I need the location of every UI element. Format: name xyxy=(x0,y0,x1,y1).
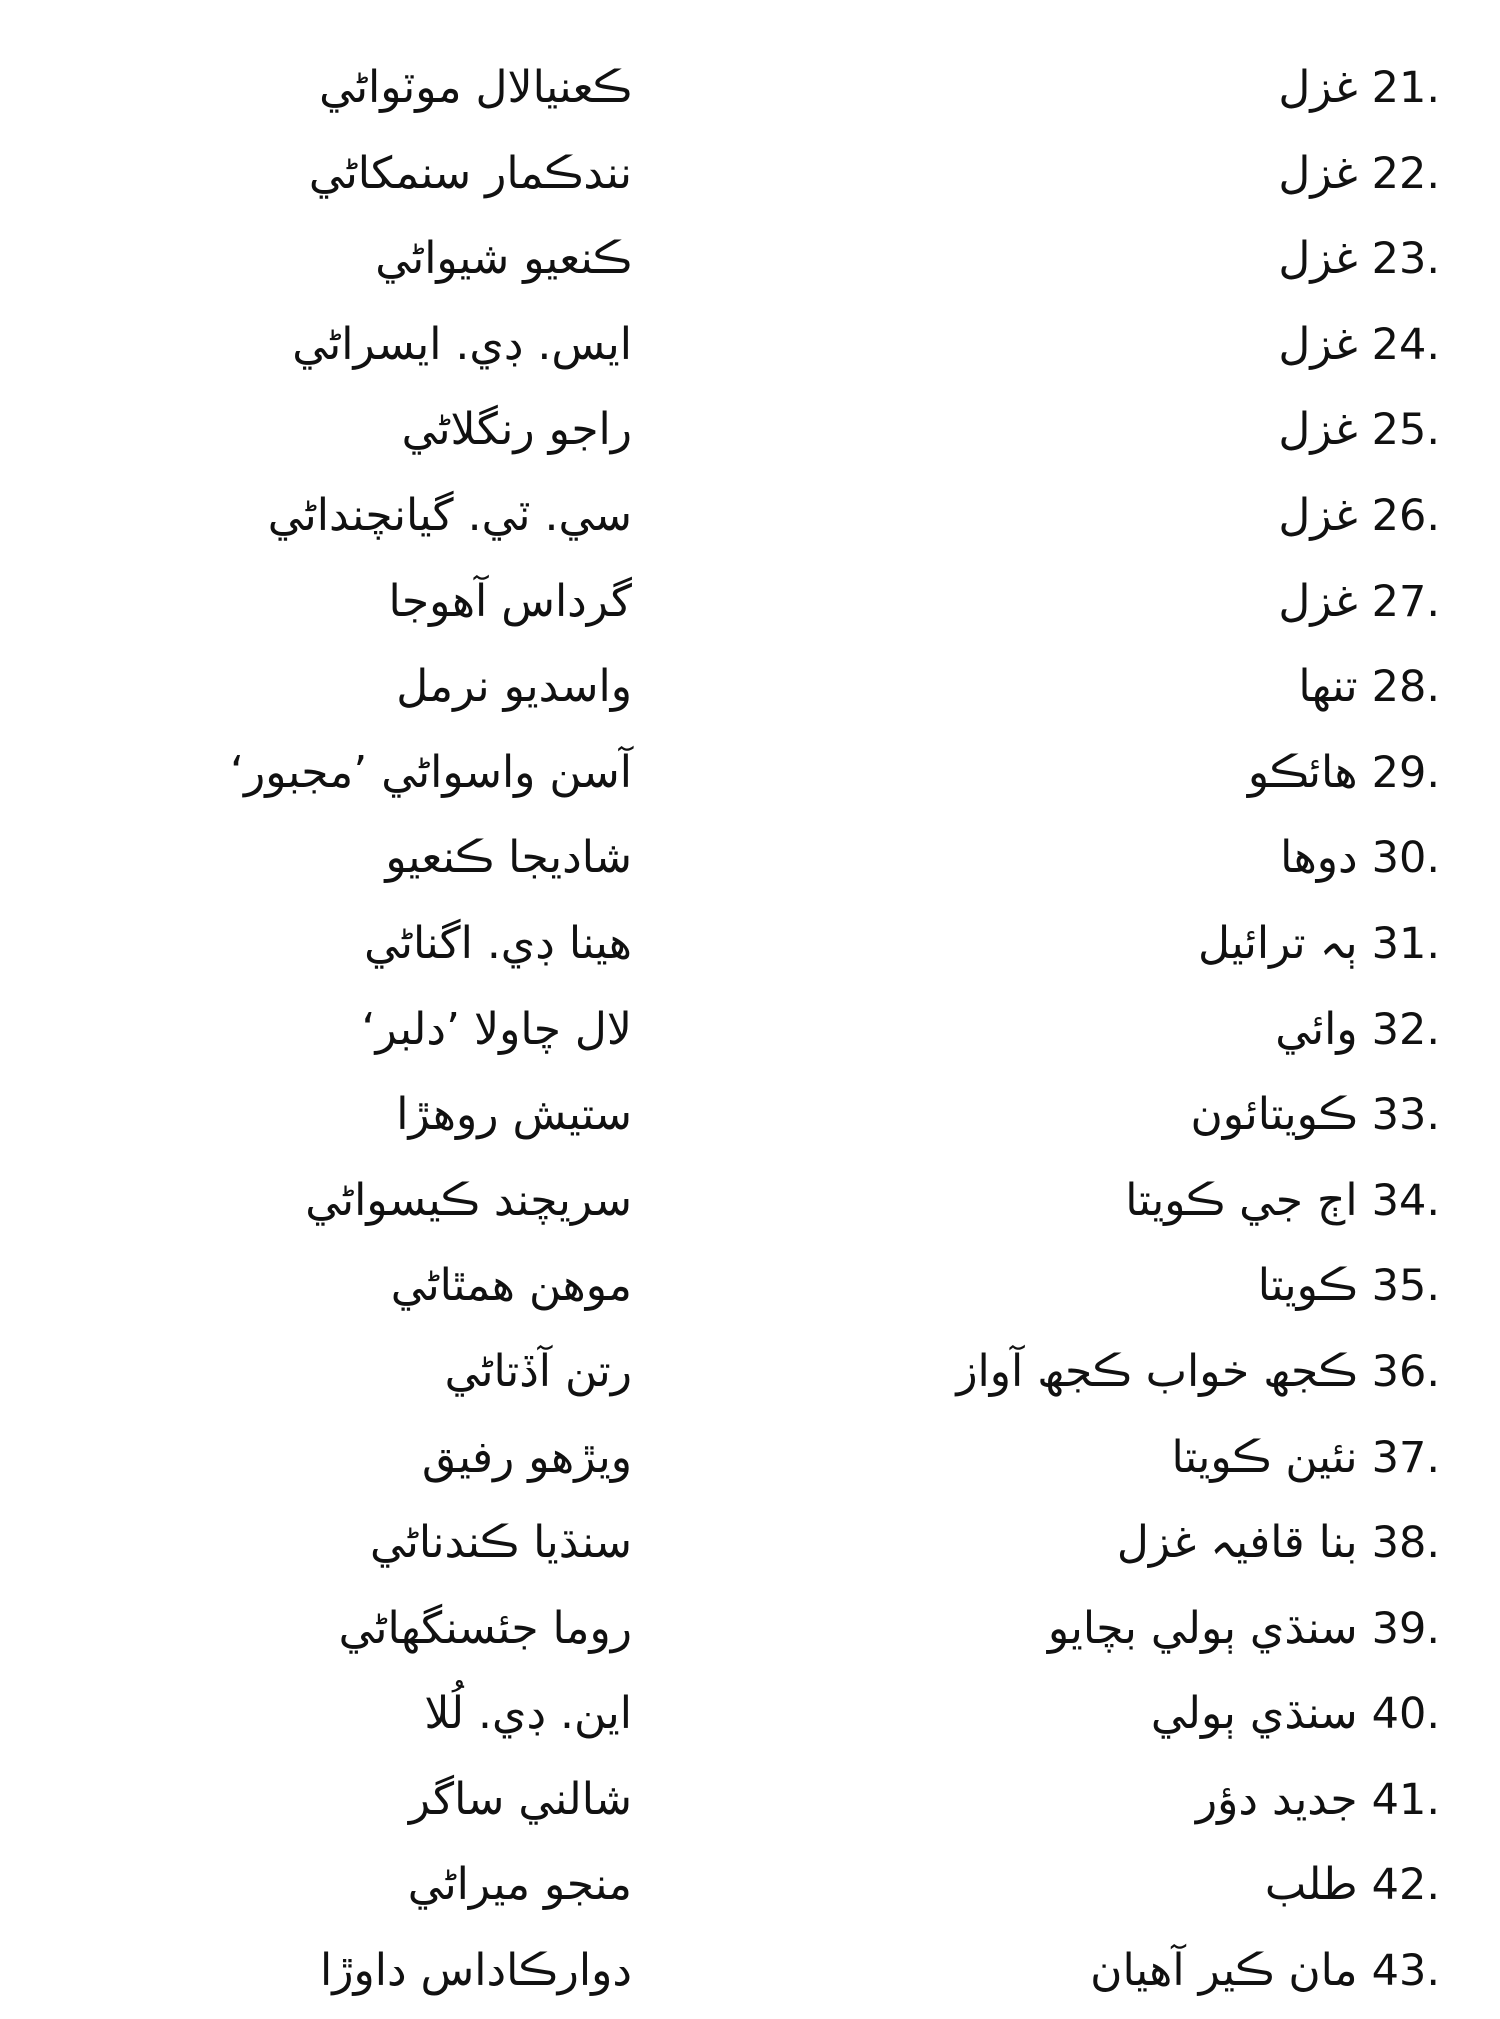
author-name: راجو رنگلاڻي xyxy=(401,404,632,456)
entry-item xyxy=(1278,400,1440,460)
author-name: ايس. ڊي. ايسراڻي xyxy=(292,318,632,370)
contents-list xyxy=(0,50,1500,2019)
entry-item xyxy=(1298,657,1440,717)
contents-row xyxy=(0,1163,1500,1249)
entry-item xyxy=(1275,1000,1440,1060)
author-name: سنڌيا ڪندناڻي xyxy=(369,1517,632,1569)
entry-item xyxy=(1265,1855,1440,1915)
entry-title: نئين ڪويتا xyxy=(1171,1431,1358,1483)
contents-row xyxy=(0,564,1500,650)
entry-title: ٻہ ترائيل xyxy=(1198,917,1358,969)
entry-title: هائڪو xyxy=(1247,746,1358,798)
entry-title: غزل xyxy=(1278,62,1358,113)
entry-number: 27. xyxy=(1371,576,1440,627)
entry-title: غزل xyxy=(1278,147,1358,199)
entry-title: ڪويتائون xyxy=(1190,1089,1358,1141)
entry-number: 21. xyxy=(1371,63,1440,113)
author-name: شالني ساگر xyxy=(408,1773,632,1825)
contents-row xyxy=(0,1505,1500,1591)
entry-item xyxy=(1248,743,1440,803)
entry-number: 30. xyxy=(1371,833,1440,884)
contents-row xyxy=(0,50,1500,136)
author-name: هينا ڊي. اگناڻي xyxy=(364,917,632,969)
entry-title: سنڌي ٻولي xyxy=(1150,1688,1358,1740)
entry-item xyxy=(1117,1513,1440,1573)
entry-item xyxy=(1280,828,1440,888)
entry-number: 23. xyxy=(1371,234,1440,285)
entry-item xyxy=(1198,914,1440,974)
author-name: ستيش روهڙا xyxy=(396,1089,632,1141)
entry-number: 38. xyxy=(1371,1518,1440,1569)
entry-number: 32. xyxy=(1371,1004,1440,1055)
entry-title: مان ڪير آهيان xyxy=(1090,1945,1358,1997)
author-name: سريچند ڪيسواڻي xyxy=(305,1174,632,1226)
contents-row xyxy=(0,1077,1500,1163)
author-name: شاديجا ڪنعيو xyxy=(385,832,632,884)
entry-title: جديد دؤر xyxy=(1195,1773,1358,1825)
entry-item xyxy=(1278,229,1440,289)
entry-item xyxy=(1278,144,1440,204)
entry-number: 28. xyxy=(1371,662,1440,713)
author-name: ڪنعيو شيواڻي xyxy=(375,233,632,285)
entry-item xyxy=(1171,1428,1440,1488)
entry-title: اڄ جي ڪويتا xyxy=(1125,1174,1358,1226)
entry-title: غزل xyxy=(1278,489,1358,541)
entry-title: تنها xyxy=(1298,661,1358,713)
entry-item xyxy=(1190,1085,1440,1145)
contents-row xyxy=(0,1847,1500,1933)
entry-title: غزل xyxy=(1278,575,1358,627)
author-name: اين. ڊي. لُلا xyxy=(424,1688,632,1740)
author-name: نندڪمار سنمکاڻي xyxy=(308,147,632,199)
contents-row xyxy=(0,1334,1500,1420)
entry-item xyxy=(1278,486,1440,546)
contents-row xyxy=(0,478,1500,564)
entry-title: وائي xyxy=(1275,1003,1358,1055)
entry-item xyxy=(1278,58,1440,118)
contents-row xyxy=(0,1676,1500,1762)
entry-item xyxy=(1090,1941,1440,2001)
entry-title: سنڌي ٻولي بچايو xyxy=(1047,1602,1358,1654)
entry-title: ڪويتا xyxy=(1257,1260,1358,1312)
author-name: منجو ميراڻي xyxy=(407,1859,632,1911)
author-name: سي. ٽي. گيانچنداڻي xyxy=(267,489,632,541)
contents-row xyxy=(0,992,1500,1078)
author-name: لال چاولا ’دلبر‘ xyxy=(361,1003,632,1055)
author-name: واسديو نرمل xyxy=(396,661,632,713)
entry-number: 42. xyxy=(1371,1860,1440,1911)
author-name: موهن همٿاڻي xyxy=(390,1260,632,1312)
entry-item xyxy=(1048,1599,1440,1659)
entry-number: 41. xyxy=(1371,1774,1440,1825)
entry-number: 40. xyxy=(1371,1689,1440,1740)
entry-item xyxy=(1278,572,1440,632)
entry-number: 39. xyxy=(1371,1603,1440,1654)
entry-number: 29. xyxy=(1371,747,1440,798)
contents-row xyxy=(0,649,1500,735)
entry-title: طلب xyxy=(1264,1859,1358,1911)
contents-row xyxy=(0,1420,1500,1506)
entry-number: 22. xyxy=(1371,148,1440,199)
entry-number: 43. xyxy=(1371,1946,1440,1997)
contents-row xyxy=(0,1762,1500,1848)
entry-item xyxy=(1125,1171,1440,1231)
entry-number: 33. xyxy=(1371,1090,1440,1141)
entry-number: 34. xyxy=(1371,1175,1440,1226)
contents-row xyxy=(0,735,1500,821)
contents-row xyxy=(0,1591,1500,1677)
author-name: ڪعنيالال موٽواڻي xyxy=(319,62,632,113)
entry-number: 26. xyxy=(1371,490,1440,541)
author-name: روما جئسنگهاڻي xyxy=(338,1602,632,1654)
author-name: آسن واسواڻي ’مجبور‘ xyxy=(230,746,632,798)
entry-number: 36. xyxy=(1371,1346,1440,1397)
contents-row xyxy=(0,906,1500,992)
contents-row xyxy=(0,1248,1500,1334)
contents-row xyxy=(0,392,1500,478)
entry-number: 37. xyxy=(1371,1432,1440,1483)
entry-item xyxy=(1278,315,1440,375)
entry-item xyxy=(1196,1770,1440,1830)
author-name: گرداس آهوجا xyxy=(388,575,632,627)
author-name: دوارڪاداس داوڙا xyxy=(320,1945,632,1997)
entry-title: ڪجھ خواب ڪجھ آواز xyxy=(956,1345,1358,1397)
entry-title: بنا قافيہ غزل xyxy=(1116,1517,1358,1569)
contents-row xyxy=(0,1933,1500,2019)
contents-row xyxy=(0,820,1500,906)
author-name: ويڙهو رفيق xyxy=(422,1431,632,1483)
entry-title: غزل xyxy=(1278,318,1358,370)
entry-item xyxy=(956,1342,1440,1402)
entry-number: 24. xyxy=(1371,319,1440,370)
contents-row xyxy=(0,136,1500,222)
entry-title: غزل xyxy=(1278,233,1358,285)
entry-item xyxy=(1151,1684,1440,1744)
entry-number: 25. xyxy=(1371,405,1440,456)
entry-item xyxy=(1258,1256,1440,1316)
contents-row xyxy=(0,307,1500,393)
entry-title: غزل xyxy=(1278,404,1358,456)
entry-title: دوها xyxy=(1280,832,1358,884)
entry-number: 35. xyxy=(1371,1261,1440,1312)
entry-number: 31. xyxy=(1371,918,1440,969)
author-name: رتن آڏتاڻي xyxy=(444,1345,632,1397)
contents-row xyxy=(0,221,1500,307)
